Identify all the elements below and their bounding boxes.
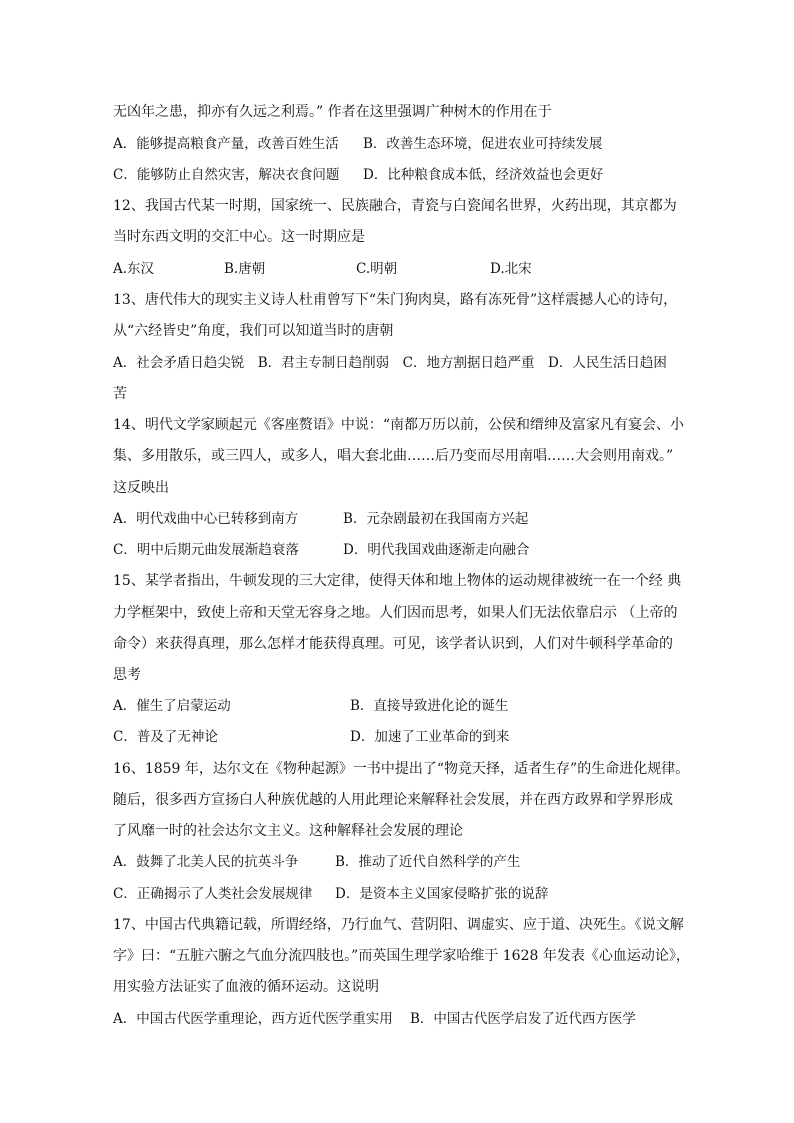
q14-option-b: B．元杂剧最初在我国南方兴起 [343,511,529,527]
q14-stem-line1: 14、明代文学家顾起元《客座赘语》中说：“南都万历以前，公侯和缙绅及富家凡有宴会、小 [113,417,684,433]
q11-option-d: D．比种粮食成本低，经济效益也会更好 [363,167,604,183]
q16-option-c: C．正确揭示了人类社会发展规律 [113,886,313,902]
q15-option-b: B．直接导致进化论的诞生 [350,698,509,714]
q12-stem-line2: 当时东西文明的交汇中心。这一时期应是 [113,229,365,245]
q16-option-b: B．推动了近代自然科学的产生 [335,854,521,870]
q14-option-a: A．明代戏曲中心已转移到南方 [113,511,299,527]
q15-stem-line4: 思考 [113,667,141,683]
q14-option-c: C．明中后期元曲发展渐趋衰落 [113,542,299,558]
q13-options-wrap: 苦 [113,386,127,402]
q13-stem-line1: 13、唐代伟大的现实主义诗人杜甫曾写下“朱门狗肉臭，路有冻死骨”这样震撼人心的诗句， [113,292,678,308]
q11-option-a: A．能够提高粮食产量，改善百姓生活 [113,136,339,152]
q17-option-a: A．中国古代医学重理论，西方近代医学重实用 [113,1011,393,1027]
q12-stem-line1: 12、我国古代某一时期，国家统一、民族融合，青瓷与白瓷闻名世界，火药出现，其京都为 [113,198,677,214]
q16-option-d: D．是资本主义国家侵略扩张的说辞 [335,886,549,902]
q16-stem-line1: 16、1859 年，达尔文在《物种起源》一书中提出了“物竞天择，适者生存”的生命进化规律。 [113,761,690,777]
q17-stem-line2: 字》曰：“五脏六腑之气血分流四肢也。”而英国生理学家哈维于 1628 年发表《心血运动论》， [113,948,690,964]
q14-stem-line3: 这反映出 [113,480,169,496]
q11-stem-tail: 无凶年之患，抑亦有久远之利焉。” 作者在这里强调广种树木的作用在于 [113,104,552,120]
q15-option-d: D．加速了工业革命的到来 [350,729,510,745]
q11-option-b: B．改善生态环境，促进农业可持续发展 [363,136,603,152]
q13-stem-line2: 从“六经皆史”角度，我们可以知道当时的唐朝 [113,323,394,339]
q12-option-b: B.唐朝 [224,261,266,277]
q15-option-c: C．普及了无神论 [113,729,218,745]
q12-option-d: D.北宋 [490,261,532,277]
q17-option-b: B．中国古代医学启发了近代西方医学 [410,1011,636,1027]
q16-stem-line3: 了风靡一时的社会达尔文主义。这种解释社会发展的理论 [113,823,463,839]
q17-stem-line1: 17、中国古代典籍记载，所谓经络，乃行血气、营阴阳、调虚实、应于道、决死生。《说文解 [113,917,684,933]
q15-stem-line2: 力学框架中，致使上帝和天堂无容身之地。人们因而思考，如果人们无法依靠启示 （上帝的 [113,605,678,621]
q11-option-c: C．能够防止自然灾害，解决衣食问题 [113,167,340,183]
q12-option-c: C.明朝 [356,261,398,277]
q14-option-d: D．明代我国戏曲逐渐走向融合 [343,542,530,558]
q15-option-a: A．催生了启蒙运动 [113,698,231,714]
q17-stem-line3: 用实验方法证实了血液的循环运动。这说明 [113,979,379,995]
q16-option-a: A．鼓舞了北美人民的抗英斗争 [113,854,299,870]
q15-stem-line1: 15、某学者指出，牛顿发现的三大定律，使得天体和地上物体的运动规律被统一在一个经 典 [113,573,682,589]
q16-stem-line2: 随后，很多西方宣扬白人种族优越的人用此理论来解释社会发展，并在西方政界和学界形成 [113,792,673,808]
q13-options: A．社会矛盾日趋尖锐 B．君主专制日趋削弱 C．地方割据日趋严重 D．人民生活日趋困 [113,355,667,371]
q12-option-a: A.东汉 [113,261,155,277]
q15-stem-line3: 命令）来获得真理，那么怎样才能获得真理。可见，该学者认识到，人们对牛顿科学革命的 [113,636,673,652]
q14-stem-line2: 集、多用散乐，或三四人，或多人，唱大套北曲……后乃变而尽用南唱……大会则用南戏。” [113,448,674,464]
